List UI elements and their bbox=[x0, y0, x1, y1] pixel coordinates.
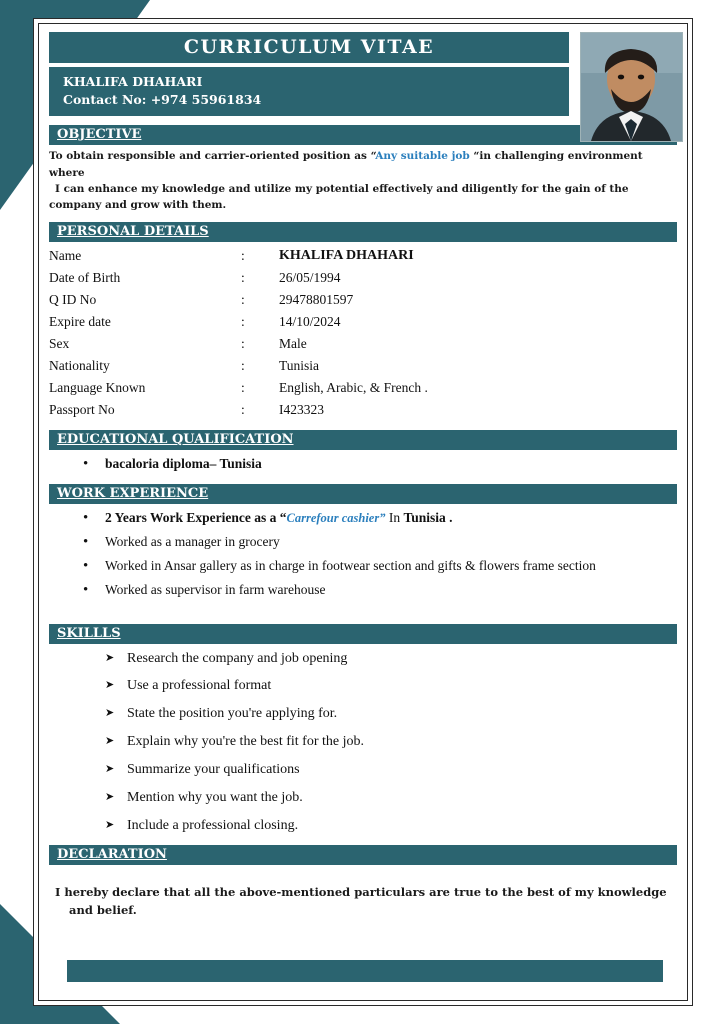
detail-value: KHALIFA DHAHARI bbox=[279, 248, 414, 264]
education-list bbox=[49, 454, 677, 474]
section-heading-work-experience bbox=[49, 484, 677, 504]
footer-bar bbox=[67, 960, 663, 982]
list-item bbox=[83, 508, 677, 528]
table-row bbox=[49, 333, 677, 355]
portrait-illustration bbox=[581, 33, 682, 141]
detail-label: Name bbox=[49, 248, 82, 264]
list-item: ➤ State the position you're applying for. bbox=[105, 705, 677, 724]
detail-label: Nationality bbox=[49, 358, 110, 374]
section-heading-personal-details-label: PERSONAL DETAILS bbox=[57, 224, 209, 240]
detail-separator: : bbox=[241, 248, 245, 264]
work-experience-list bbox=[49, 508, 677, 601]
detail-label: Language Known bbox=[49, 380, 146, 396]
list-item: • Worked as supervisor in farm warehouse bbox=[83, 580, 677, 600]
portrait-photo bbox=[580, 32, 683, 142]
section-heading-personal-details bbox=[49, 222, 677, 242]
table-row bbox=[49, 399, 677, 421]
detail-value: I423323 bbox=[279, 402, 324, 418]
detail-separator: : bbox=[241, 270, 245, 286]
work-item-1-a: 2 Years Work Experience as a “ bbox=[105, 509, 287, 525]
table-row bbox=[49, 377, 677, 399]
detail-value: Tunisia bbox=[279, 358, 320, 374]
section-heading-education-label: EDUCATIONAL QUALIFICATION bbox=[57, 432, 294, 448]
education-item-label: bacaloria diploma– Tunisia bbox=[105, 456, 262, 472]
declaration-line1: I hereby declare that all the above-mentioned particulars are true to the best of my knowledge bbox=[55, 884, 667, 899]
objective-text bbox=[49, 148, 677, 213]
skills-list bbox=[49, 650, 677, 836]
table-row bbox=[49, 245, 677, 267]
work-item-1-highlight: Carrefour cashier” bbox=[286, 510, 386, 525]
section-heading-skills-label: SKILLLS bbox=[57, 625, 121, 641]
section-heading-objective-label: OBJECTIVE bbox=[57, 127, 142, 143]
list-item: ➤ Use a professional format bbox=[105, 677, 677, 696]
list-item: • Worked in Ansar gallery as in charge in footwear section and gifts & flowers frame section bbox=[83, 556, 677, 576]
header-name-block bbox=[49, 67, 569, 116]
objective-line1-b: “in challenging environment where bbox=[49, 150, 643, 179]
personal-details-table bbox=[49, 245, 677, 421]
work-item-1-c: Tunisia . bbox=[403, 509, 453, 525]
section-heading-declaration bbox=[49, 845, 677, 865]
table-row bbox=[49, 289, 677, 311]
list-item: ➤ Explain why you're the best fit for the job. bbox=[105, 733, 677, 752]
detail-separator: : bbox=[241, 380, 245, 396]
objective-line1-a: To obtain responsible and carrier-oriented position as “ bbox=[49, 150, 376, 163]
section-heading-declaration-label: DECLARATION bbox=[57, 846, 167, 862]
declaration-line2: and belief. bbox=[69, 903, 137, 918]
detail-label: Passport No bbox=[49, 402, 115, 418]
declaration-text bbox=[55, 883, 677, 920]
objective-line3: company and grow with them. bbox=[49, 199, 227, 212]
candidate-name: KHALIFA DHAHARI bbox=[63, 74, 203, 89]
section-heading-education bbox=[49, 430, 677, 450]
detail-separator: : bbox=[241, 402, 245, 418]
detail-label: Sex bbox=[49, 336, 70, 352]
detail-separator: : bbox=[241, 336, 245, 352]
objective-line2: I can enhance my knowledge and utilize my potential effectively and diligently for the gain of the bbox=[55, 182, 629, 195]
section-heading-work-experience-label: WORK EXPERIENCE bbox=[57, 485, 209, 501]
list-item bbox=[83, 454, 677, 474]
cv-page-inner-border bbox=[38, 23, 688, 1001]
list-item: ➤ Research the company and job opening bbox=[105, 650, 677, 669]
list-item: • Worked as a manager in grocery bbox=[83, 532, 677, 552]
detail-value: 26/05/1994 bbox=[279, 270, 341, 286]
table-row bbox=[49, 311, 677, 333]
work-item-1-b: In bbox=[385, 509, 404, 525]
candidate-contact: Contact No: +974 55961834 bbox=[63, 92, 262, 108]
page-title: CURRICULUM VITAE bbox=[49, 32, 569, 63]
detail-label: Date of Birth bbox=[49, 270, 121, 286]
spacer bbox=[49, 605, 677, 615]
cv-content bbox=[39, 24, 687, 920]
table-row bbox=[49, 267, 677, 289]
detail-label: Expire date bbox=[49, 314, 111, 330]
detail-value: Male bbox=[279, 336, 307, 352]
detail-value: 14/10/2024 bbox=[279, 314, 341, 330]
detail-separator: : bbox=[241, 292, 245, 308]
section-heading-skills bbox=[49, 624, 677, 644]
list-item: ➤ Include a professional closing. bbox=[105, 817, 677, 836]
list-item: ➤ Summarize your qualifications bbox=[105, 761, 677, 780]
table-row bbox=[49, 355, 677, 377]
detail-separator: : bbox=[241, 314, 245, 330]
cv-page bbox=[33, 18, 693, 1006]
objective-highlight: Any suitable job bbox=[375, 150, 470, 163]
detail-label: Q ID No bbox=[49, 292, 97, 308]
detail-separator: : bbox=[241, 358, 245, 374]
list-item: ➤ Mention why you want the job. bbox=[105, 789, 677, 808]
detail-value: 29478801597 bbox=[279, 292, 354, 308]
detail-value: English, Arabic, & French . bbox=[279, 380, 428, 396]
